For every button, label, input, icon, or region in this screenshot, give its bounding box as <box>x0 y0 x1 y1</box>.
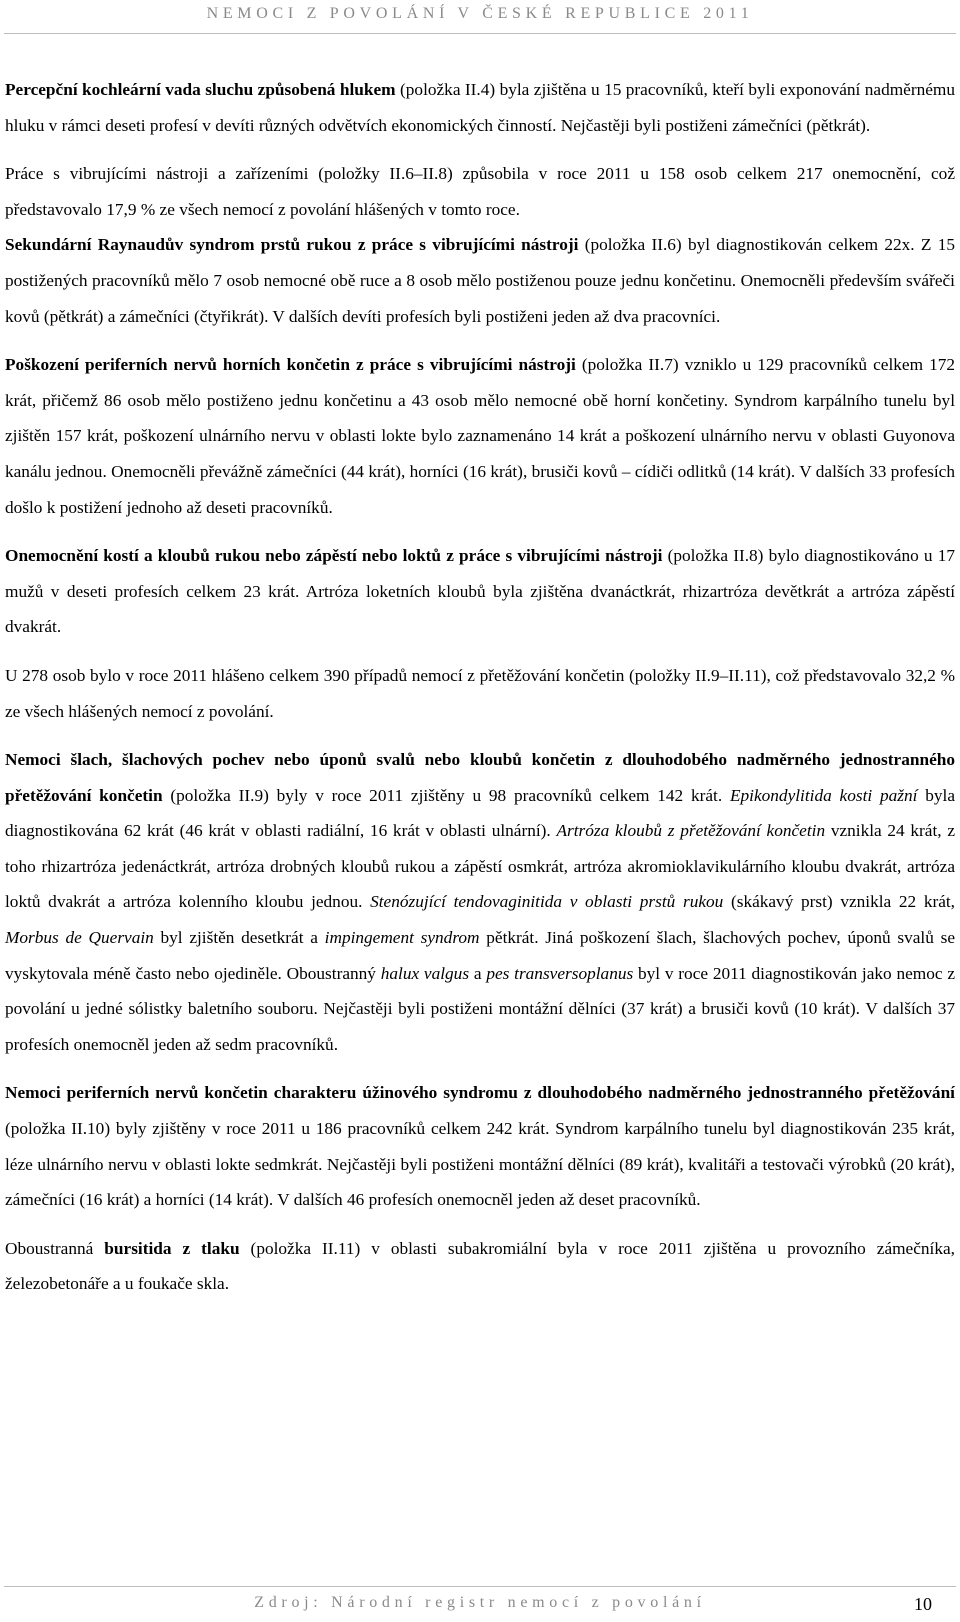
text-run: byl v roce 2011 diagnostikován jako nemoc z povolání u jedné sólistky baletního souboru. Nejčastěji byli postiženi montážní dělníci (37 krát) a brusiči kovů (10 krát). V dalších 37 profesích onemocněl jeden až sedm pracovníků. <box>5 963 956 1054</box>
paragraph <box>5 227 955 334</box>
text-run: (položka II.7) vzniklo u 129 pracovníků celkem 172 krát, přičemž 86 osob mělo postiženo jednu končetinu a 43 osob mělo nemocné obě horní končetiny. Syndrom karpálního tunelu byl zjištěn 157 krát, poškození ulnárního nervu v oblasti lokte bylo zaznamenáno 14 krát a poškození ulnárního nervu v oblasti Guyonova kanálu jednou. Onemocněli převážně zámečníci (44 krát), horníci (16 krát), brusiči kovů – cídiči odlitků (14 krát). V dalších 33 profesích došlo k postižení jednoho až deseti pracovníků. <box>5 355 955 517</box>
text-run: (položka II.9) byly v roce 2011 zjištěny u 98 pracovníků celkem 142 krát. <box>162 785 730 805</box>
bold-heading-run: Sekundární Raynaudův syndrom prstů rukou z práce s vibrujícími nástroji <box>5 235 579 255</box>
italic-term-run: halux valgus <box>380 963 470 983</box>
paragraph <box>5 347 955 525</box>
text-run: byla diagnostikována 62 krát (46 krát v oblasti radiální, 16 krát v oblasti ulnární). <box>5 785 955 841</box>
text-run: (položka II.10) byly zjištěny v roce 2011 u 186 pracovníků celkem 242 krát. Syndrom karpálního tunelu byl diagnostikován 235 krát, léze ulnárního nervu v oblasti lokte sedmkrát. Nejčastěji byli postiženi montážní dělníci (89 krát), kvalitáři a testovači výrobků (20 krát), zámečníci (16 krát) a horníci (14 krát). V dalších 46 profesích onemocněl jeden až deset pracovníků. <box>5 1119 955 1210</box>
italic-term-run: Artróza kloubů z přetěžování končetin <box>556 821 826 841</box>
italic-term-run: pes transversoplanus <box>486 963 634 983</box>
paragraph <box>5 658 955 729</box>
text-run: U 278 osob bylo v roce 2011 hlášeno celkem 390 případů nemocí z přetěžování končetin (položky II.9–II.11), což představovalo 32,2 % ze všech hlášených nemocí z povolání. <box>5 665 955 721</box>
bold-heading-run: bursitida z tlaku <box>104 1238 240 1258</box>
paragraph <box>5 538 955 645</box>
bold-heading-run: Nemoci periferních nervů končetin charakteru úžinového syndromu z dlouhodobého nadměrného jednostranného přetěžování <box>5 1083 955 1103</box>
text-run: a <box>469 963 487 983</box>
body-text <box>5 72 955 1302</box>
footer-divider <box>4 1586 956 1587</box>
italic-term-run: Stenózující tendovaginitida v oblasti prstů rukou <box>370 892 724 912</box>
bold-heading-run: Nemoci šlach, šlachových pochev nebo úponů svalů nebo kloubů končetin z dlouhodobého nadměrného jednostranného přetěžování končetin <box>5 750 955 805</box>
text-run: (skákavý prst) vznikla 22 krát, <box>723 892 956 912</box>
paragraph <box>5 742 955 1062</box>
text-run: pětkrát. Jiná poškození šlach, šlachových pochev, úponů svalů se vyskytovala méně často nebo ojediněle. Oboustranný <box>5 928 955 983</box>
header-divider <box>4 33 956 34</box>
text-run: (položka II.11) v oblasti subakromiální byla v roce 2011 zjištěna u provozního zámečníka, železobetonáře a u foukače skla. <box>5 1238 955 1294</box>
bold-heading-run: Poškození periferních nervů horních končetin z práce s vibrujícími nástroji <box>5 355 576 375</box>
page-number: 10 <box>914 1594 932 1614</box>
italic-term-run: Epikondylitida kosti pažní <box>729 785 918 805</box>
italic-term-run: impingement syndrom <box>324 928 480 948</box>
text-run: (položka II.8) bylo diagnostikováno u 17 mužů v deseti profesích celkem 23 krát. Artróza loketních kloubů byla zjištěna dvanáctkrát, rhizartróza devětkrát a artróza zápěstí dvakrát. <box>5 546 955 637</box>
running-header: NEMOCI Z POVOLÁNÍ V ČESKÉ REPUBLICE 2011 <box>206 5 754 22</box>
text-run: Oboustranná <box>5 1238 105 1258</box>
text-run: vznikla 24 krát, z toho rhizartróza jedenáctkrát, artróza drobných kloubů rukou a zápěstí osmkrát, artróza akromioklavikulárního kloubu dvakrát, artróza loktů dvakrát a artróza kolenního kloubu jednou. <box>5 821 955 912</box>
paragraph <box>5 72 955 143</box>
paragraph <box>5 156 955 227</box>
italic-term-run: Morbus de Quervain <box>5 928 154 948</box>
bold-heading-run: Percepční kochleární vada sluchu způsobená hlukem <box>5 80 396 99</box>
text-run: byl zjištěn desetkrát a <box>153 928 325 948</box>
bold-heading-run: Onemocnění kostí a kloubů rukou nebo zápěstí nebo loktů z práce s vibrujícími nástroji <box>5 546 663 566</box>
text-run: Práce s vibrujícími nástroji a zařízeními (položky II.6–II.8) způsobila v roce 2011 u 158 osob celkem 217 onemocnění, což představovalo 17,9 % ze všech nemocí z povolání hlášených v tomto roce. <box>5 164 955 219</box>
footer-source: Zdroj: Národní registr nemocí z povolání <box>254 1594 706 1611</box>
paragraph <box>5 1075 955 1217</box>
paragraph <box>5 1231 955 1302</box>
text-run: (položka II.6) byl diagnostikován celkem 22x. Z 15 postižených pracovníků mělo 7 osob nemocné obě ruce a 8 osob mělo postiženou pouze jednu končetinu. Onemocněli především svářeči kovů (pětkrát) a zámečníci (čtyřikrát). V dalších devíti profesích byli postiženi jeden až dva pracovníci. <box>5 235 955 326</box>
text-run: (položka II.4) byla zjištěna u 15 pracovníků, kteří byli exponování nadměrnému hluku v rámci deseti profesí v devíti různých odvětvích ekonomických činností. Nejčastěji byli postiženi zámečníci (pětkrát). <box>5 80 955 135</box>
